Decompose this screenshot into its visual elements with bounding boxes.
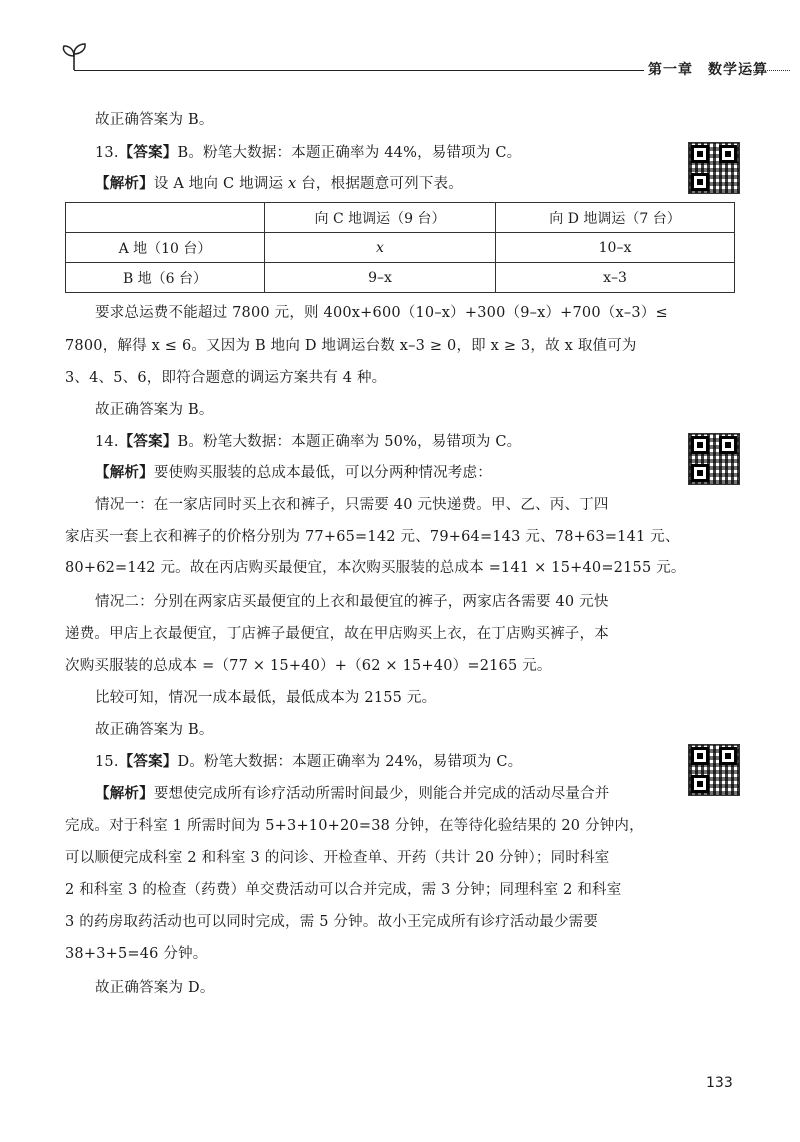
paragraph-line: 次购买服装的总成本 =（77 × 15+40）+（62 × 15+40）=2165 元。 xyxy=(65,658,552,674)
q13-answer-text: B。粉笔大数据：本题正确率为 44%，易错项为 C。 xyxy=(177,145,522,161)
q14-analysis xyxy=(95,463,492,483)
paragraph-line: 2 和科室 3 的检查（药费）单交费活动可以合并完成，需 3 分钟；同理科室 2 和科室 xyxy=(65,882,622,898)
table-cell: 9–x xyxy=(265,263,496,293)
q15-answer-text: D。粉笔大数据：本题正确率为 24%，易错项为 C。 xyxy=(177,754,523,770)
table-header-row xyxy=(66,203,735,233)
table-cell: 10–x xyxy=(496,233,735,263)
q14-answer xyxy=(95,432,521,452)
analysis-text-a: 设 A 地向 C 地调运 xyxy=(153,176,289,192)
q15-analysis xyxy=(95,784,610,804)
analysis-tag: 【解析】 xyxy=(95,464,154,481)
paragraph-line: 3、4、5、6，即符合题意的调运方案共有 4 种。 xyxy=(65,370,387,386)
qr-code-icon[interactable] xyxy=(688,142,740,194)
answer-tag: 【答案】 xyxy=(118,433,178,450)
paragraph-line: 递费。甲店上衣最便宜，丁店裤子最便宜，故在甲店购买上衣，在丁店购买裤子，本 xyxy=(65,626,609,642)
paragraph-line: 3 的药房取药活动也可以同时完成，需 5 分钟。故小王完成所有诊疗活动最少需要 xyxy=(65,914,599,930)
chapter-title: 第一章 数学运算 xyxy=(648,62,768,78)
table-cell: B 地（6 台） xyxy=(66,263,265,293)
paragraph-line: 情况一：在一家店同时买上衣和裤子，只需要 40 元快递费。甲、乙、丙、丁四 xyxy=(95,497,609,513)
answer-line: 故正确答案为 B。 xyxy=(95,722,214,738)
table-header-cell: 向 D 地调运（7 台） xyxy=(496,203,735,233)
table-header-cell: 向 C 地调运（9 台） xyxy=(265,203,496,233)
qr-finder-icon xyxy=(691,173,709,191)
qr-code-icon[interactable] xyxy=(688,433,740,485)
answer-line: 故正确答案为 D。 xyxy=(95,980,215,996)
distribution-table xyxy=(65,202,735,293)
paragraph-line: 情况二：分别在两家店买最便宜的上衣和最便宜的裤子，两家店各需要 40 元快 xyxy=(95,594,609,610)
answer-tag: 【答案】 xyxy=(118,144,178,161)
analysis-tag: 【解析】 xyxy=(95,785,154,802)
q15-number: 15. xyxy=(95,754,119,770)
variable-x: x xyxy=(288,176,297,192)
header-rule xyxy=(74,70,644,71)
q13-answer xyxy=(95,143,521,163)
paragraph-line: 可以顺便完成科室 2 和科室 3 的问诊、开检查单、开药（共计 20 分钟）；同时科室 xyxy=(65,850,610,866)
paragraph-line: 要求总运费不能超过 7800 元，则 400x+600（10–x）+300（9–x）+700（x–3）≤ xyxy=(95,305,668,321)
answer-tag: 【答案】 xyxy=(118,753,178,770)
qr-finder-icon xyxy=(691,775,709,793)
paragraph-line: 38+3+5=46 分钟。 xyxy=(65,946,208,962)
answer-line: 故正确答案为 B。 xyxy=(95,402,214,418)
q13-number: 13. xyxy=(95,145,119,161)
table-cell: x xyxy=(265,233,496,263)
q14-answer-text: B。粉笔大数据：本题正确率为 50%，易错项为 C。 xyxy=(177,434,522,450)
q15-answer xyxy=(95,752,522,772)
paragraph-line: 80+62=142 元。故在丙店购买最便宜，本次购买服装的总成本 =141 × 15+40=2155 元。 xyxy=(65,560,686,576)
answer-line: 故正确答案为 B。 xyxy=(95,112,214,128)
analysis-text: 要想使完成所有诊疗活动所需时间最少，则能合并完成的活动尽量合并 xyxy=(153,786,610,802)
table-cell: x–3 xyxy=(496,263,735,293)
table-header-cell xyxy=(66,203,265,233)
header-dotted-rule xyxy=(748,70,790,71)
analysis-text: 要使购买服装的总成本最低，可以分两种情况考虑： xyxy=(153,465,492,481)
page-number: 133 xyxy=(706,1075,733,1091)
table-row xyxy=(66,263,735,293)
page-header xyxy=(60,40,768,80)
paragraph-line: 完成。对于科室 1 所需时间为 5+3+10+20=38 分钟，在等待化验结果的 20 分钟内， xyxy=(65,818,644,834)
qr-finder-icon xyxy=(691,464,709,482)
analysis-text-b: 台，根据题意可列下表。 xyxy=(296,176,463,192)
table-row xyxy=(66,233,735,263)
analysis-tag: 【解析】 xyxy=(95,175,154,192)
paragraph-line: 7800，解得 x ≤ 6。又因为 B 地向 D 地调运台数 x–3 ≥ 0，即 x ≥ 3，故 x 取值可为 xyxy=(65,338,637,354)
qr-code-icon[interactable] xyxy=(688,744,740,796)
paragraph-line: 家店买一套上衣和裤子的价格分别为 77+65=142 元、79+64=143 元、78+63=141 元、 xyxy=(65,529,680,545)
table-cell: A 地（10 台） xyxy=(66,233,265,263)
q14-number: 14. xyxy=(95,434,119,450)
q13-analysis xyxy=(95,174,463,194)
paragraph-line: 比较可知，情况一成本最低，最低成本为 2155 元。 xyxy=(95,690,437,706)
